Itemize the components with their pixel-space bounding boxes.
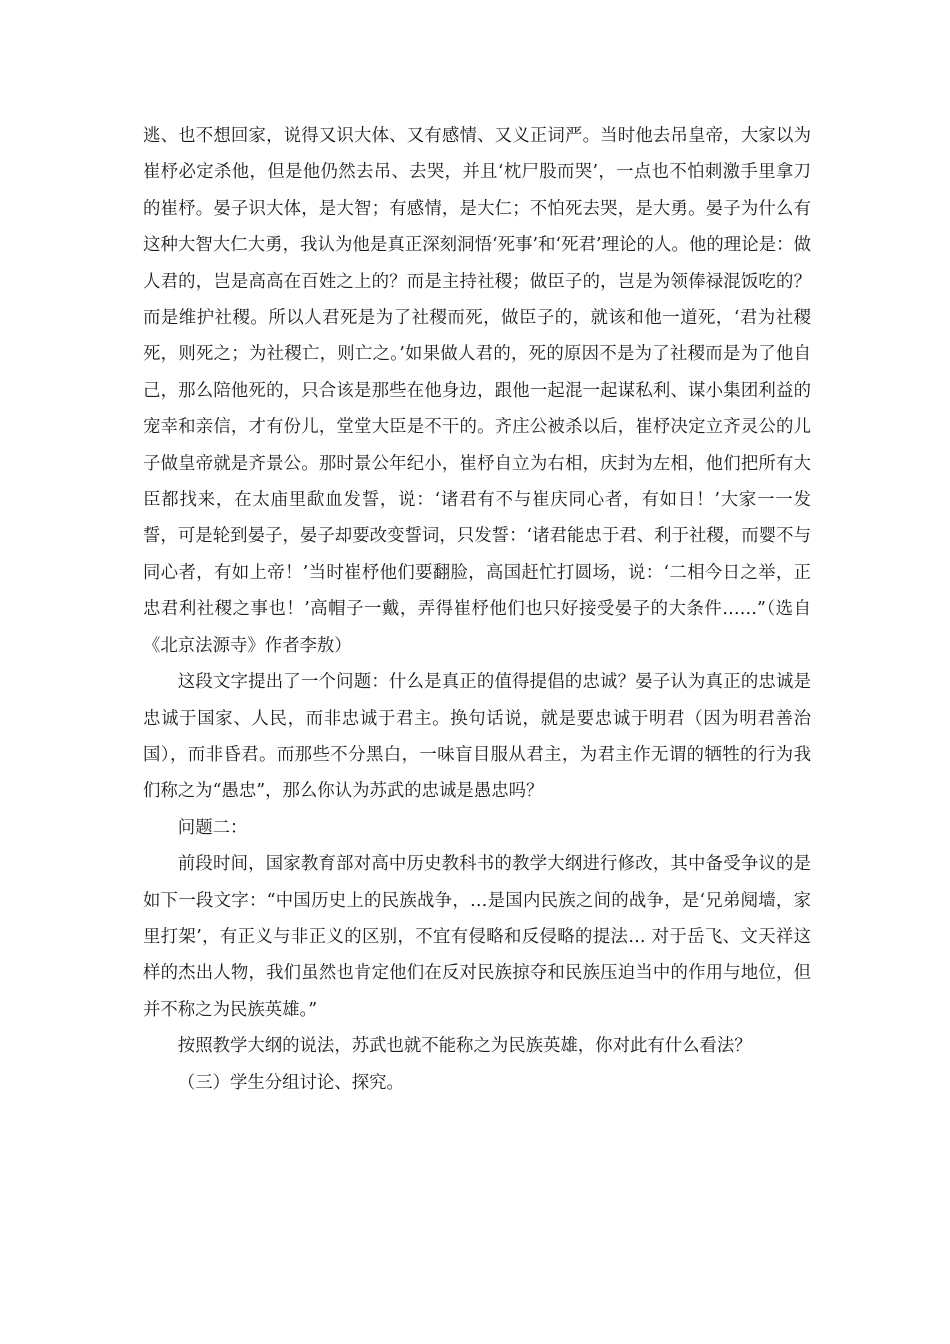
document-body xyxy=(143,118,811,1101)
paragraph-syllabus-quote: 前段时间，国家教育部对高中历史教科书的教学大纲进行修改，其中备受争议的是如下一段文字：“中国历史上的民族战争，…是国内民族之间的战争，是‘兄弟阋墙，家里打架’，有正义与非正义的区别，不宜有侵略和反侵略的提法… 对于岳飞、文天祥这样的杰出人物，我们虽然也肯定他们在反对民族掠夺和民族压迫当中的作用与地位，但并不称之为民族英雄。” xyxy=(143,854,811,1020)
paragraph-suwu-question: 按照教学大纲的说法，苏武也就不能称之为民族英雄，你对此有什么看法？ xyxy=(177,1036,752,1057)
question-two-heading: 问题二： xyxy=(177,817,248,838)
paragraph-yanzi-story: 逃、也不想回家，说得又识大体、又有感情、又义正词严。当时他去吊皇帝，大家以为崔杼必定杀他，但是他仍然去吊、去哭，并且‘枕尸股而哭’，一点也不怕刺激手里拿刀的崔杼。晏子识大体，是大智；有感情，是大仁；不怕死去哭，是大勇。晏子为什么有这种大智大仁大勇，我认为他是真正深刻洞悟‘死事’和‘死君’理论的人。他的理论是：做人君的，岂是高高在百姓之上的？而是主持社稷；做臣子的，岂是为领俸禄混饭吃的？而是维护社稷。所以人君死是为了社稷而死，做臣子的，就该和他一道死，‘君为社稷死，则死之；为社稷亡，则亡之。’如果做人君的，死的原因不是为了社稷而是为了他自己，那么陪他死的，只合该是那些在他身边，跟他一起混一起谋私利、谋小集团利益的宠幸和亲信，才有份儿，堂堂大臣是不干的。齐庄公被杀以后，崔杼决定立齐灵公的儿子做皇帝就是齐景公。那时景公年纪小，崔杼自立为右相，庆封为左相，他们把所有大臣都找来，在太庙里歃血发誓，说：‘诸君有不与崔庆同心者，有如日！’大家一一发誓，可是轮到晏子，晏子却要改变誓词，只发誓：‘诸君能忠于君、利于社稷，而婴不与同心者，有如上帝！’当时崔杼他们要翻脸，高国赶忙打圆场，说：‘二相今日之举，正忠君利社稷之事也！’高帽子一戴，弄得崔杼他们也只好接受晏子的大条件……”（选自《北京法源寺》作者李敖） xyxy=(143,126,811,656)
section-three-heading: （三）学生分组讨论、探究。 xyxy=(177,1072,404,1093)
paragraph-loyalty-question: 这段文字提出了一个问题：什么是真正的值得提倡的忠诚？晏子认为真正的忠诚是忠诚于国家、人民，而非忠诚于君主。换句话说，就是要忠诚于明君（因为明君善治国），而非昏君。而那些不分黑白，一味盲目服从君主，为君主作无谓的牺牲的行为我们称之为“愚忠”，那么你认为苏武的忠诚是愚忠吗？ xyxy=(143,672,811,802)
